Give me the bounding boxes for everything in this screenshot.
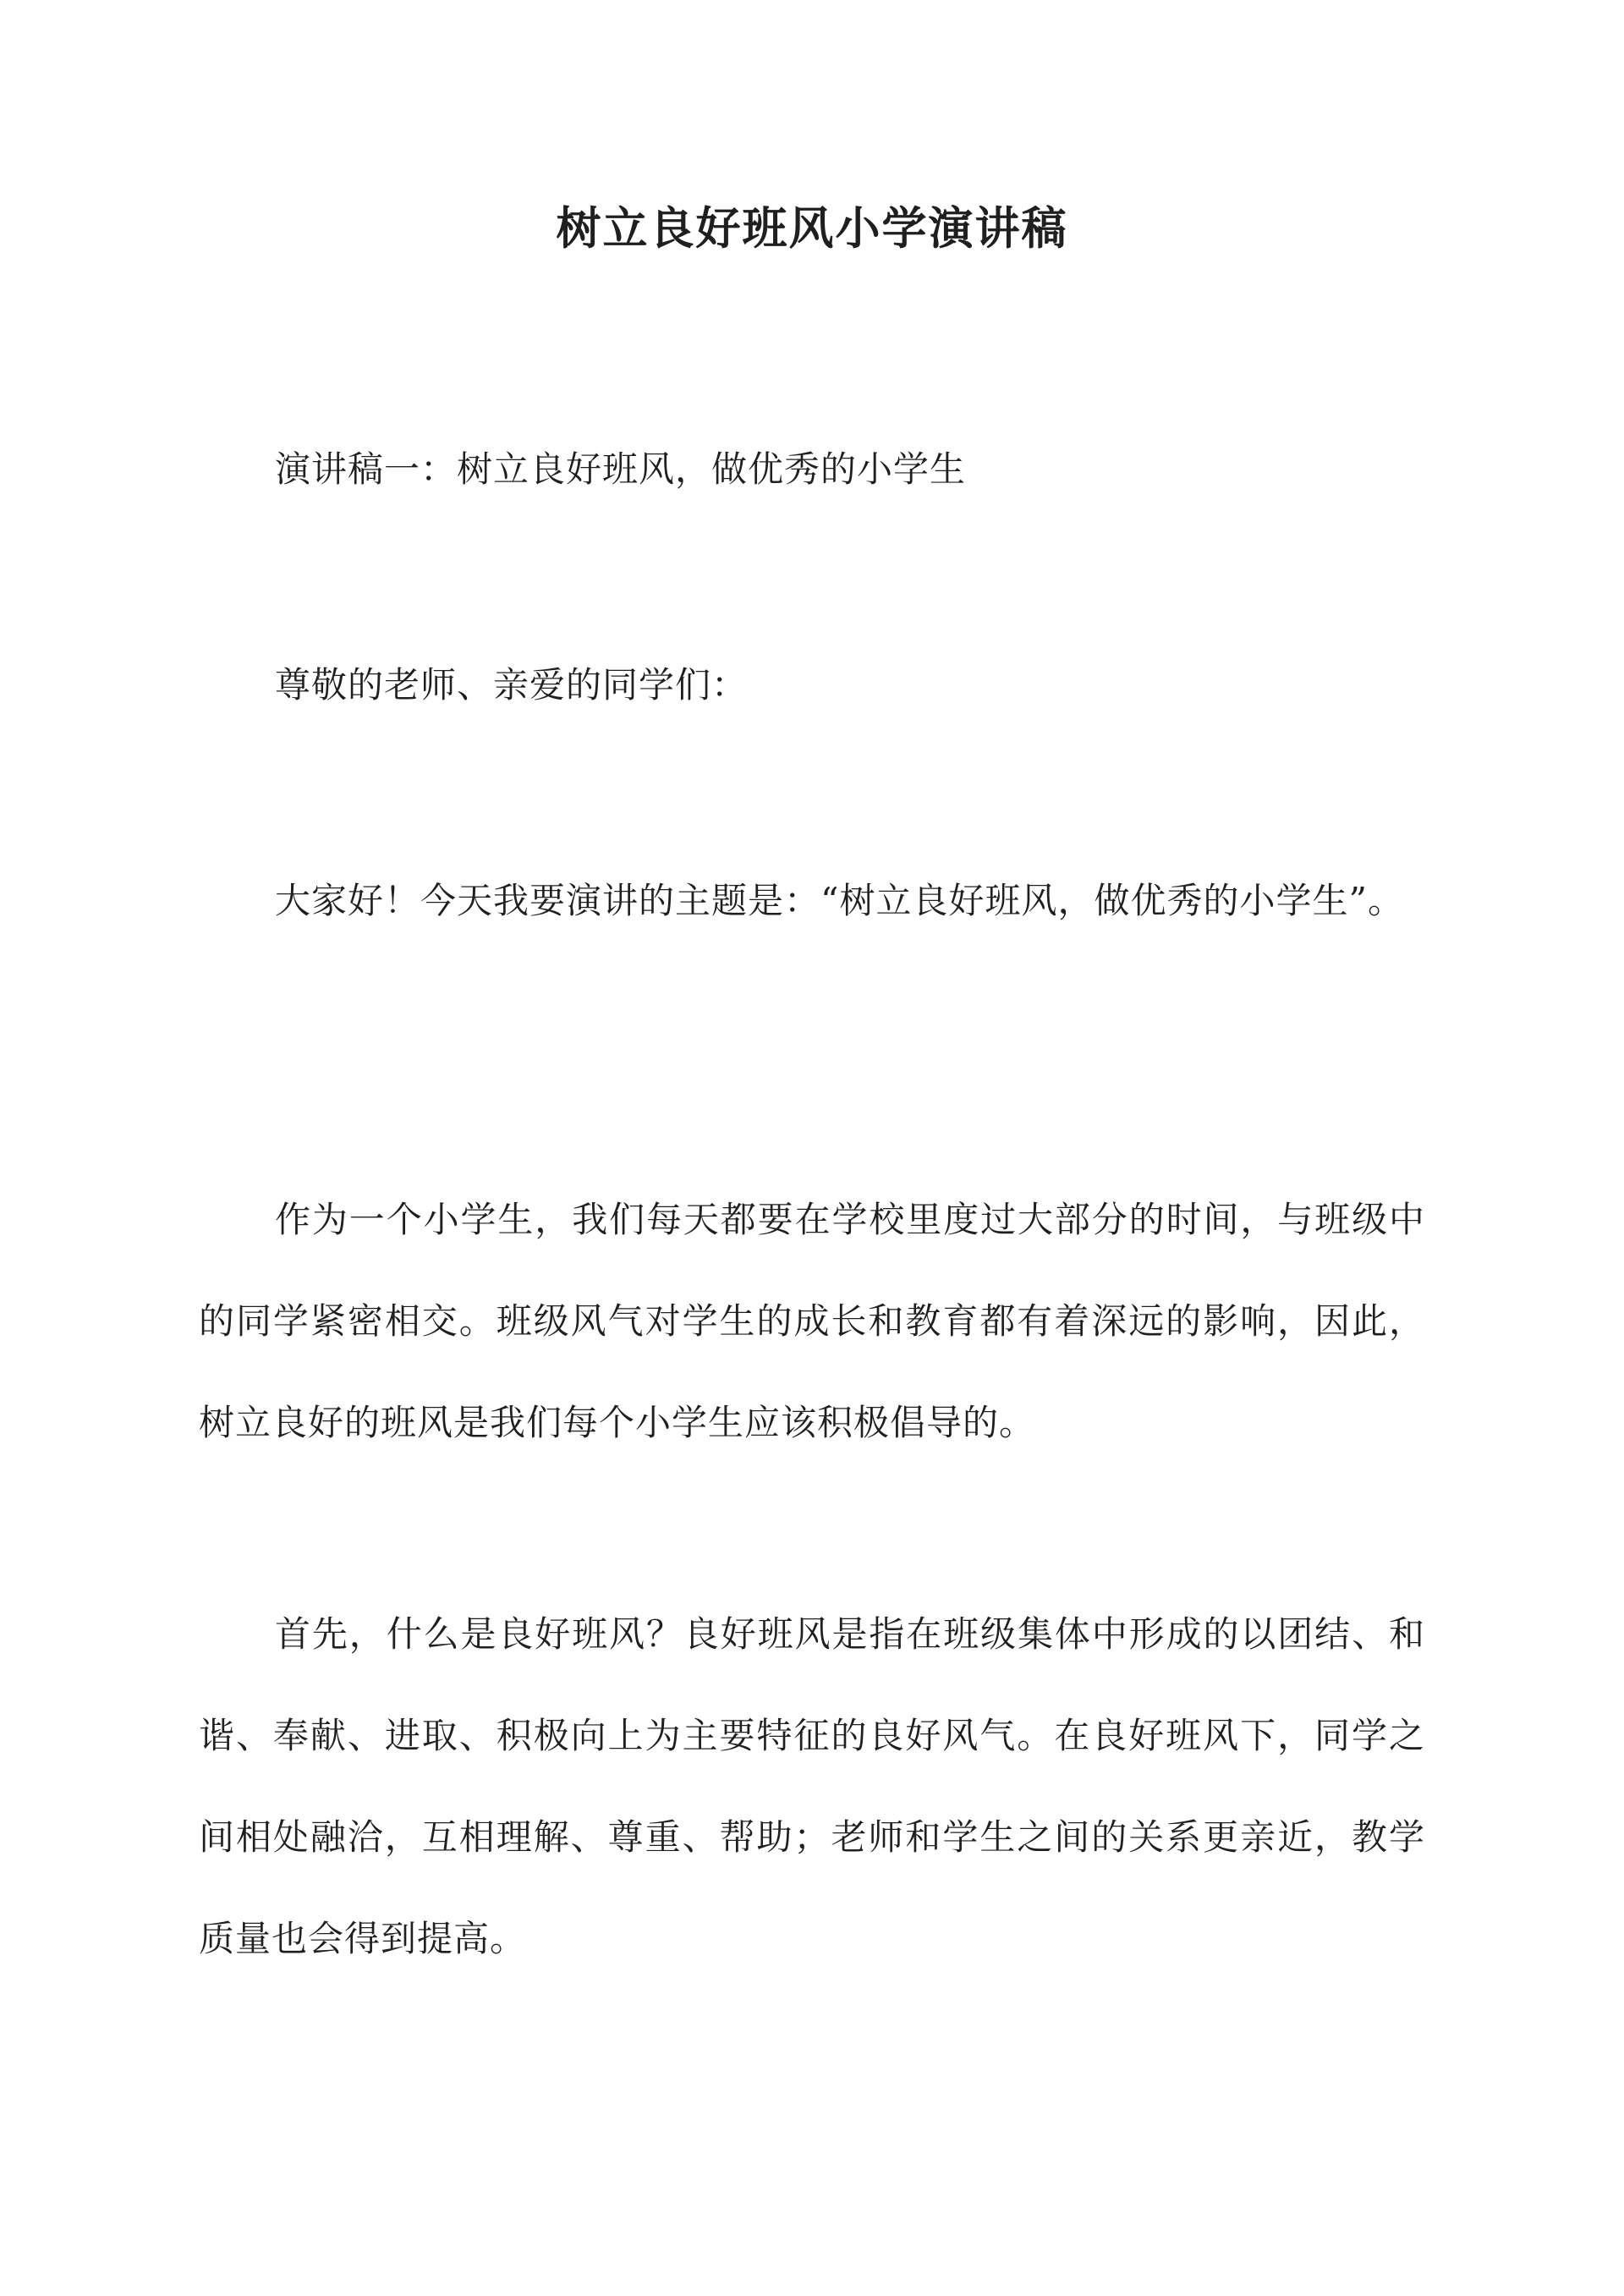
paragraph-definition: 首先，什么是良好班风？良好班风是指在班级集体中形成的以团结、和谐、奉献、进取、积极向上为主要特征的良好风气。在良好班风下，同学之间相处融洽，互相理解、尊重、帮助；老师和学生之间的关系更亲近，教学质量也会得到提高。 (199, 1613, 1425, 1959)
paragraph-speech-heading: 演讲稿一：树立良好班风，做优秀的小学生 (275, 448, 967, 490)
paragraph-introduction: 作为一个小学生，我们每天都要在学校里度过大部分的时间，与班级中的同学紧密相交。班级风气对学生的成长和教育都有着深远的影响，因此，树立良好的班风是我们每个小学生应该积极倡导的。 (199, 1199, 1425, 1443)
paragraph-salutation: 尊敬的老师、亲爱的同学们： (275, 664, 749, 706)
document-title: 树立良好班风小学演讲稿 (556, 202, 1068, 255)
paragraph-greeting-topic: 大家好！今天我要演讲的主题是：“树立良好班风，做优秀的小学生”。 (275, 880, 1404, 921)
